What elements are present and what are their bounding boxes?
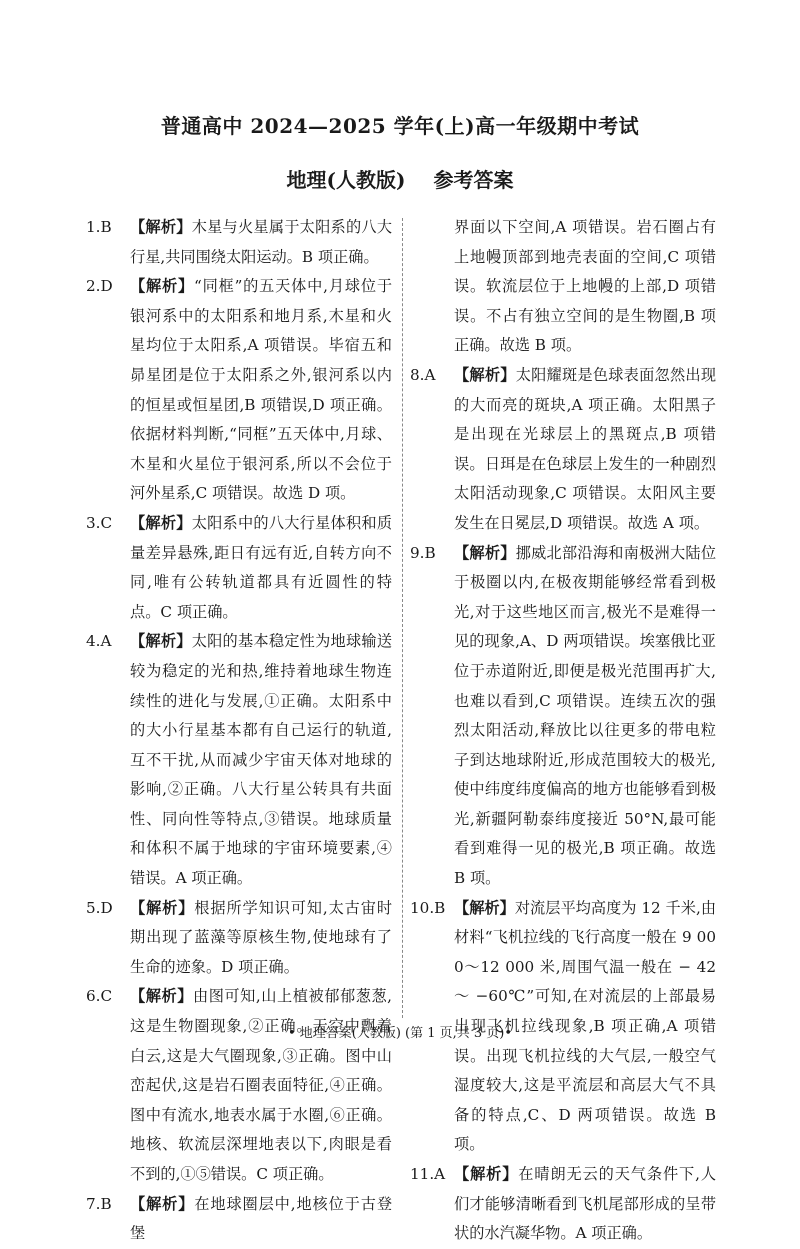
answer-explanation: 木星与火星属于太阳系的八大行星,共同围绕太阳运动。B 项正确。 [130,218,392,266]
answer-item [86,1190,392,1249]
answer-number: 5.D [86,898,113,917]
analysis-tag: 【解析】 [130,987,193,1006]
analysis-tag: 【解析】 [454,543,516,562]
answer-explanation: 由图可知,山上植被郁郁葱葱,这是生物圈现象,②正确。天空中飘着白云,这是大气圈现象,③正确。图中山峦起伏,这是岩石圈表面特征,④正确。图中有流水,地表水属于水圈,⑥正确。地核、软流层深埋地表以下,肉眼是看不到的,①⑤错误。C 项正确。 [130,987,393,1183]
answer-explanation: 界面以下空间,A 项错误。岩石圈占有上地幔顶部到地壳表面的空间,C 项错误。软流层位于上地幔的上部,D 项错误。不占有独立空间的是生物圈,B 项正确。故选 B 项。 [454,218,716,355]
subject-label: 地理(人教版) [286,168,406,192]
answer-number: 2.D [86,277,113,296]
right-column [410,213,716,1249]
answer-explanation: 太阳耀斑是色球表面忽然出现的大而亮的斑块,A 项正确。太阳黑子是出现在光球层上的黑斑点,B 项错误。日珥是在色球层上发生的一种剧烈太阳活动现象,C 项错误。太阳风主要发生在日冕层,D 项错误。故选 A 项。 [454,365,716,532]
answer-number: 8.A [410,365,436,384]
answer-item [86,982,392,1189]
doc-type-label: 参考答案 [433,168,514,192]
page-footer: • 地理答案(人教版) (第 1 页,共 3 页)• [287,1026,513,1041]
answer-item [410,361,716,539]
exam-title: 普通高中 2024—2025 学年(上)高一年级期中考试 [160,114,640,138]
answer-item [86,272,392,509]
analysis-tag: 【解析】 [454,898,515,917]
answer-number: 6.C [86,987,113,1006]
answer-subtitle [0,164,800,193]
answer-explanation: 在地球圈层中,地核位于古登堡 [130,1194,393,1243]
answer-item [86,627,392,893]
answer-explanation: 对流层平均高度为 12 千米,由材料“飞机拉线的飞行高度一般在 9 000～12 000 米,周围气温一般在 − 42 ～ −60℃”可知,在对流层的上部最易出现飞机拉线现象,B 项正确,A 项错误。出现飞机拉线的大气层,一般空气湿度较大,这是平流层和高层大气不具备的特点,C、D 两项错误。故选 B 项。 [454,898,717,1154]
analysis-tag: 【解析】 [130,218,192,236]
analysis-tag: 【解析】 [130,1194,195,1213]
column-divider [402,218,403,1018]
answer-number: 1.B [86,218,112,236]
answer-explanation: 根据所学知识可知,太古宙时期出现了蓝藻等原核生物,使地球有了生命的迹象。D 项正确。 [130,898,393,976]
answer-item [86,509,392,627]
answer-number: 7.B [86,1194,112,1213]
left-column [86,213,392,1249]
answer-explanation: “同框”的五天体中,月球位于银河系中的太阳系和地月系,木星和火星均位于太阳系,A 项错误。毕宿五和昴星团是位于太阳系之外,银河系以内的恒星或恒星团,B 项错误,D 项正确。依据材料判断,“同框”五天体中,月球、木星和火星位于银河系,所以不会位于河外星系,C 项错误。故选 D 项。 [130,277,393,503]
answer-number: 4.A [86,632,112,651]
answer-number: 11.A [410,1165,446,1183]
answer-item [410,539,716,894]
answer-explanation: 挪威北部沿海和南极洲大陆位于极圈以内,在极夜期能够经常看到极光,对于这些地区而言,极光不是难得一见的现象,A、D 两项错误。埃塞俄比亚位于赤道附近,即便是极光范围再扩大,也难以看到,C 项错误。连续五次的强烈太阳活动,释放比以往更多的带电粒子到达地球附近,形成范围较大的极光,使中纬度纬度偏高的地方也能够看到极光,新疆阿勒泰纬度接近 50°N,最可能看到难得一见的极光,B 项正确。故选 B 项。 [454,543,716,888]
answer-explanation: 太阳的基本稳定性为地球输送较为稳定的光和热,维持着地球生物连续性的进化与发展,①正确。太阳系中的大小行星基本都有自己运行的轨道,互不干扰,从而减少宇宙天体对地球的影响,②正确。八大行星公转具有共面性、同向性等特点,③错误。地球质量和体积不属于地球的宇宙环境要素,④错误。A 项正确。 [130,632,392,888]
answer-item [410,1160,716,1249]
analysis-tag: 【解析】 [130,513,192,532]
analysis-tag: 【解析】 [130,632,192,651]
answer-item [86,894,392,983]
analysis-tag: 【解析】 [130,898,195,917]
answer-number: 9.B [410,543,436,562]
analysis-tag: 【解析】 [130,277,195,296]
answer-explanation: 在晴朗无云的天气条件下,人们才能够清晰看到飞机尾部形成的呈带状的水汽凝华物。A 项正确。 [454,1165,717,1243]
answer-explanation: 太阳系中的八大行星体积和质量差异悬殊,距日有远有近,自转方向不同,唯有公转轨道都具有近圆性的特点。C 项正确。 [130,513,392,621]
answer-number: 10.B [410,898,446,917]
analysis-tag: 【解析】 [454,365,516,384]
analysis-tag: 【解析】 [454,1165,519,1183]
answer-item [86,213,392,272]
answer-number: 3.C [86,513,113,532]
answer-item [410,213,716,361]
